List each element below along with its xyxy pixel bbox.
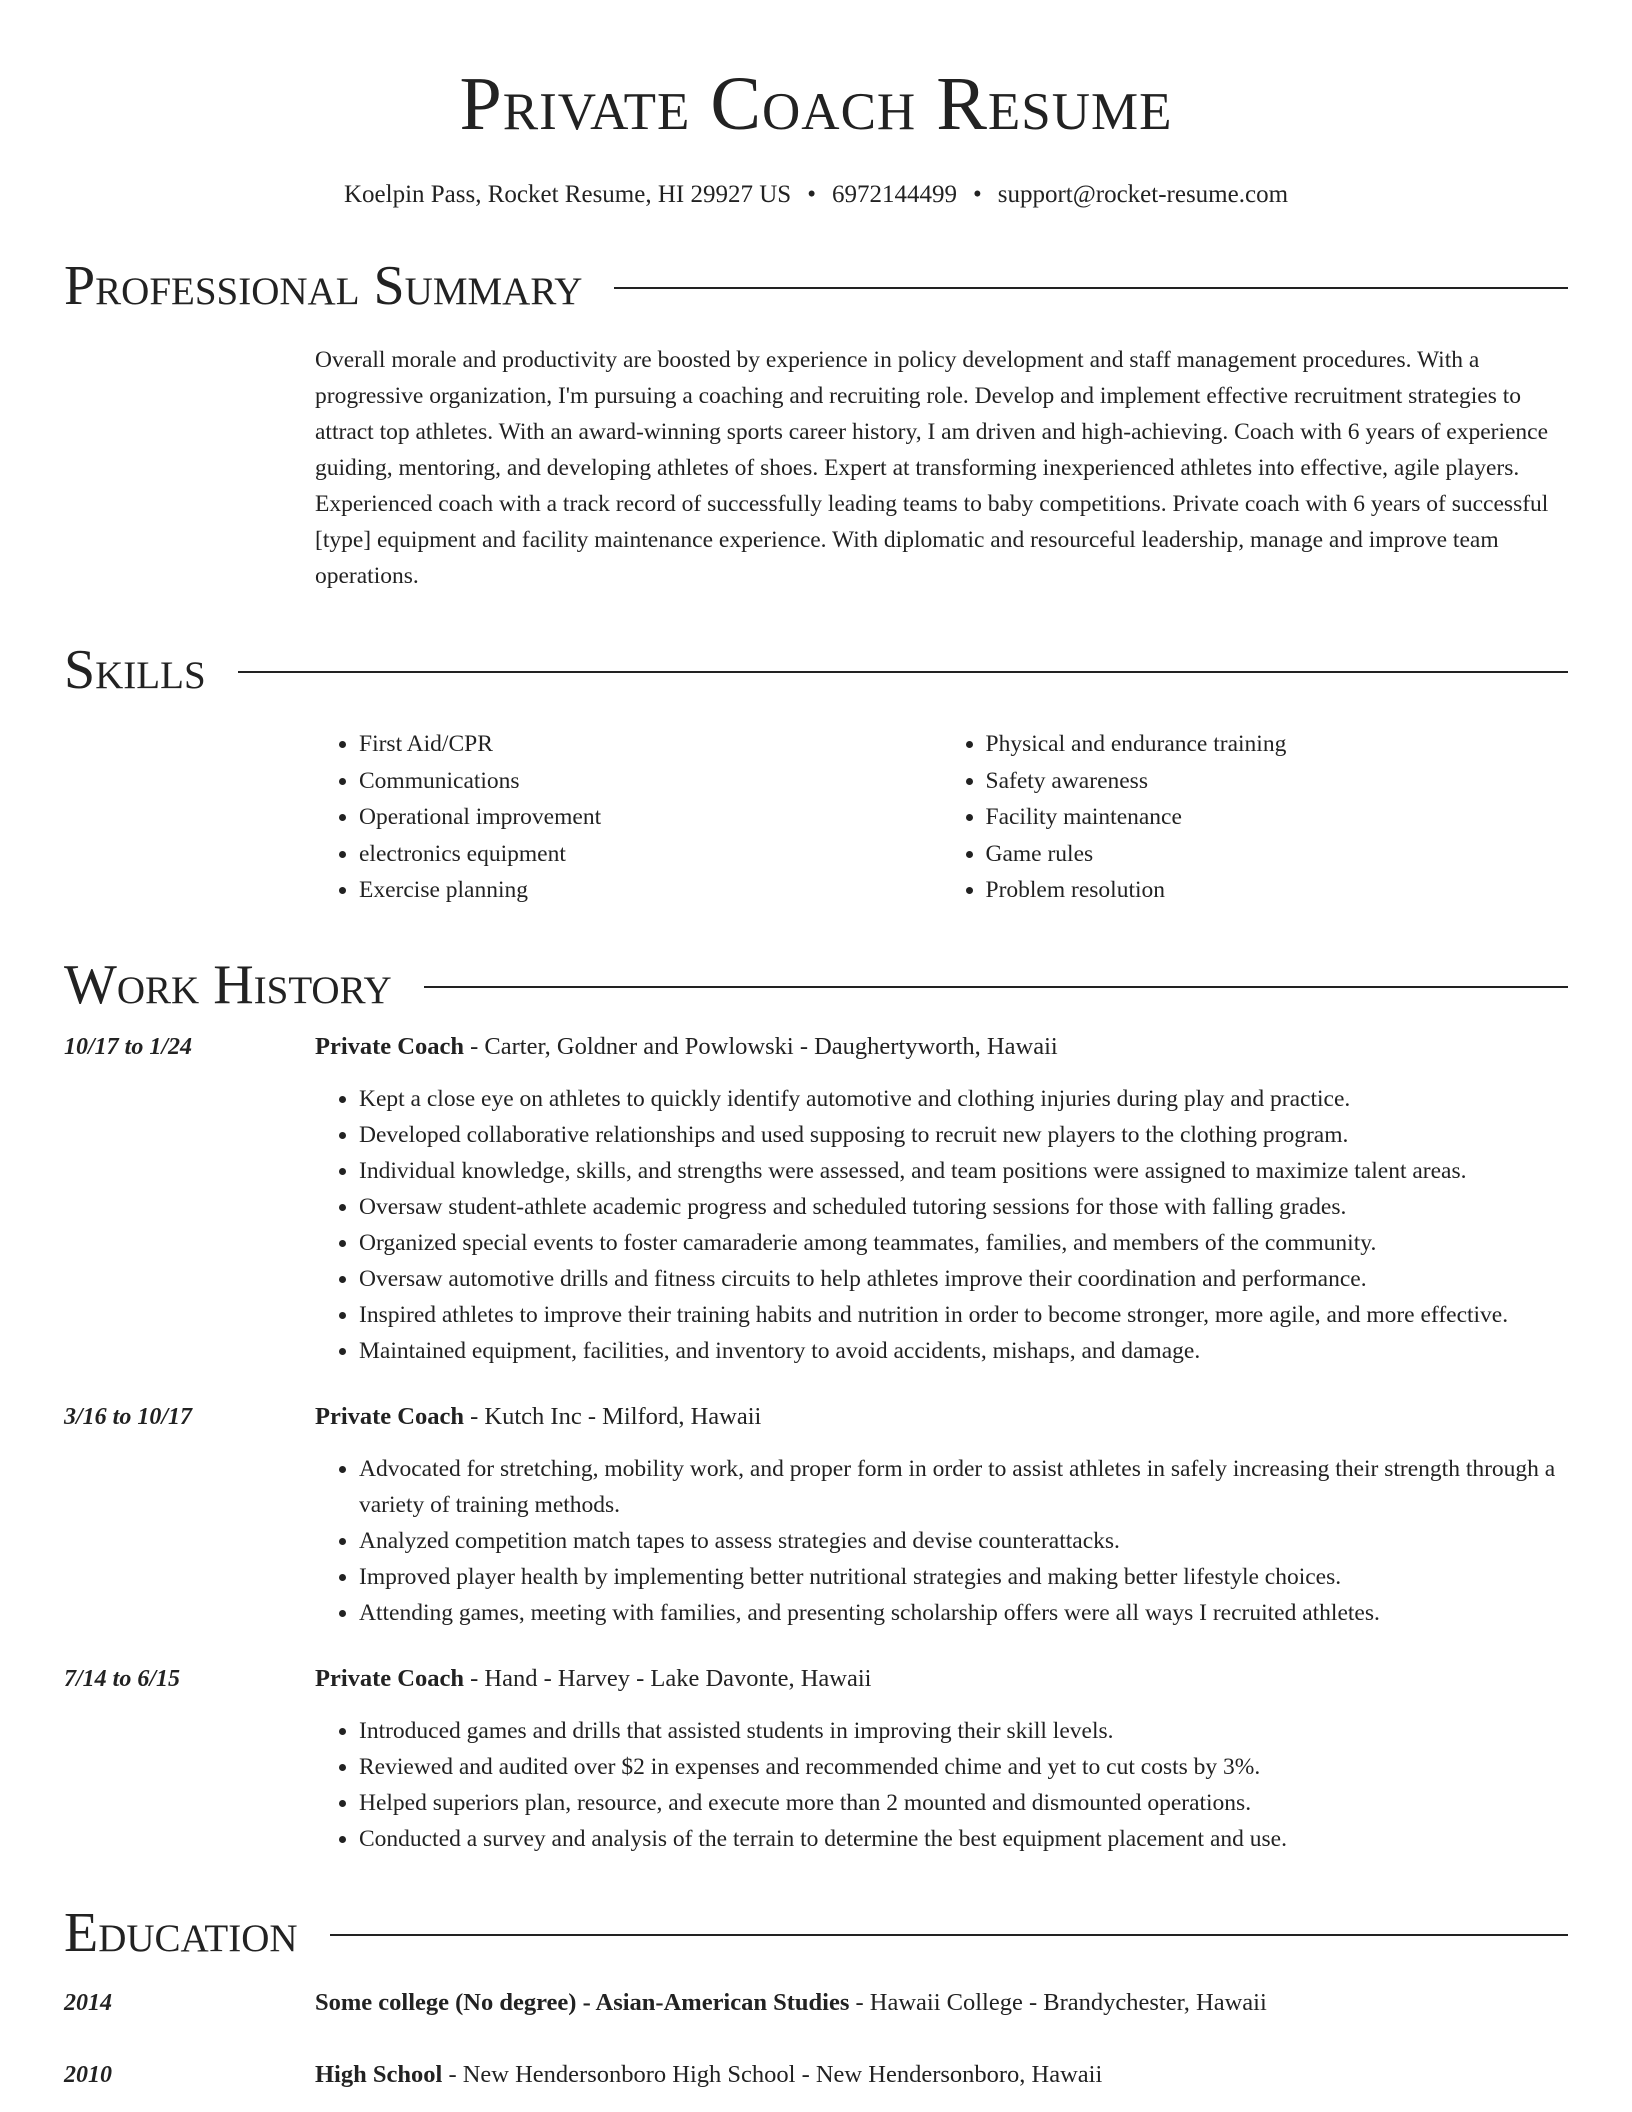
skill-item: • Physical and endurance training bbox=[986, 726, 1569, 763]
job-header bbox=[315, 1661, 1568, 1697]
job-entry bbox=[64, 1399, 1568, 1631]
education-content bbox=[315, 1985, 1568, 2021]
education-entry bbox=[64, 2057, 1568, 2093]
job-bullets bbox=[315, 1451, 1568, 1631]
job-bullet: • Inspired athletes to improve their training habits and nutrition in order to become stronger, more agile, and more effective. bbox=[359, 1297, 1568, 1333]
skills-column-left bbox=[315, 726, 942, 909]
skill-item: • Problem resolution bbox=[986, 872, 1569, 909]
job-bullets bbox=[315, 1713, 1568, 1857]
contact-address: Koelpin Pass, Rocket Resume, HI 29927 US bbox=[343, 181, 792, 208]
contact-phone: 6972144499 bbox=[831, 181, 957, 208]
contact-separator: • bbox=[972, 181, 982, 208]
education-heading: Education bbox=[64, 1901, 298, 1964]
job-bullet: • Advocated for stretching, mobility work, and proper form in order to assist athletes in safely increasing their strength through a variety of training methods. bbox=[359, 1451, 1568, 1523]
skills-section-header bbox=[64, 640, 1568, 700]
job-bullets bbox=[315, 1081, 1568, 1369]
section-divider bbox=[238, 671, 1568, 673]
education-school: - New Hendersonboro High School - New Hendersonboro, Hawaii bbox=[442, 2060, 1103, 2088]
job-bullet: • Conducted a survey and analysis of the terrain to determine the best equipment placement and use. bbox=[359, 1821, 1568, 1857]
job-bullet: • Improved player health by implementing better nutritional strategies and making better lifestyle choices. bbox=[359, 1559, 1568, 1595]
skill-item: • Exercise planning bbox=[359, 872, 942, 909]
education-year: 2010 bbox=[64, 2061, 112, 2088]
work-heading: Work History bbox=[64, 953, 392, 1016]
section-divider bbox=[330, 1934, 1568, 1936]
contact-separator: • bbox=[807, 181, 816, 208]
skills-column-right bbox=[942, 726, 1569, 909]
job-bullet: • Oversaw student-athlete academic progress and scheduled tutoring sessions for those with falling grades. bbox=[359, 1189, 1568, 1225]
job-bullet: • Helped superiors plan, resource, and execute more than 2 mounted and dismounted operations. bbox=[359, 1785, 1568, 1821]
education-year: 2014 bbox=[64, 1989, 112, 2016]
job-bullet: • Organized special events to foster camaraderie among teammates, families, and members of the community. bbox=[359, 1225, 1568, 1261]
job-entry bbox=[64, 1661, 1568, 1857]
job-content bbox=[315, 1029, 1568, 1369]
education-school: - Hawaii College - Brandychester, Hawaii bbox=[849, 1988, 1267, 2016]
skills-list bbox=[315, 726, 1568, 909]
work-section-header bbox=[64, 955, 1568, 1015]
job-employer: - Kutch Inc - Milford, Hawaii bbox=[464, 1402, 762, 1430]
section-divider bbox=[424, 986, 1568, 988]
job-bullet: • Reviewed and audited over $2 in expenses and recommended chime and yet to cut costs by 3%. bbox=[359, 1749, 1568, 1785]
job-content bbox=[315, 1399, 1568, 1631]
skill-item: • Game rules bbox=[986, 836, 1569, 873]
summary-section-header bbox=[64, 256, 1568, 316]
job-dates: 10/17 to 1/24 bbox=[64, 1033, 193, 1060]
job-entry bbox=[64, 1029, 1568, 1369]
job-title: Private Coach bbox=[315, 1032, 464, 1060]
skills-heading: Skills bbox=[64, 639, 206, 701]
job-bullet: • Introduced games and drills that assisted students in improving their skill levels. bbox=[359, 1713, 1568, 1749]
education-content bbox=[315, 2057, 1568, 2093]
job-bullet: • Maintained equipment, facilities, and inventory to avoid accidents, mishaps, and damage. bbox=[359, 1333, 1568, 1369]
education-degree: High School bbox=[315, 2060, 443, 2088]
section-divider bbox=[614, 287, 1568, 289]
job-dates: 3/16 to 10/17 bbox=[64, 1403, 193, 1430]
skill-item: • First Aid/CPR bbox=[359, 726, 942, 763]
resume-title: Private Coach Resume bbox=[459, 62, 1173, 146]
contact-line bbox=[64, 180, 1568, 210]
job-bullet: • Analyzed competition match tapes to assess strategies and devise counterattacks. bbox=[359, 1523, 1568, 1559]
skill-item: • Operational improvement bbox=[359, 799, 942, 836]
job-bullet: • Kept a close eye on athletes to quickly identify automotive and clothing injuries during play and practice. bbox=[359, 1081, 1568, 1117]
job-dates: 7/14 to 6/15 bbox=[64, 1665, 181, 1692]
summary-text: Overall morale and productivity are boosted by experience in policy development and staff management procedures. With a progressive organization, I'm pursuing a coaching and recruiting role. Develop and implement effective recruitment strategies to attract top athletes. With an award-winning sports career history, I am driven and high-achieving. Coach with 6 years of experience guiding, mentoring, and developing athletes of shoes. Expert at transforming inexperienced athletes into effective, agile players. Experienced coach with a track record of successfully leading teams to baby competitions. Private coach with 6 years of successful [type] equipment and facility maintenance experience. With diplomatic and resourceful leadership, manage and improve team operations. bbox=[315, 347, 1549, 589]
skill-item: • electronics equipment bbox=[359, 836, 942, 873]
job-header bbox=[315, 1399, 1568, 1435]
job-header bbox=[315, 1029, 1568, 1065]
job-bullet: • Developed collaborative relationships and used supposing to recruit new players to the clothing program. bbox=[359, 1117, 1568, 1153]
education-degree: Some college (No degree) - Asian-American Studies bbox=[315, 1988, 850, 2016]
job-title: Private Coach bbox=[315, 1402, 464, 1430]
job-bullet: • Individual knowledge, skills, and strengths were assessed, and team positions were assigned to maximize talent areas. bbox=[359, 1153, 1568, 1189]
job-employer: - Hand - Harvey - Lake Davonte, Hawaii bbox=[464, 1664, 872, 1692]
skill-item: • Communications bbox=[359, 763, 942, 800]
skill-item: • Safety awareness bbox=[986, 763, 1569, 800]
summary-heading: Professional Summary bbox=[64, 255, 583, 317]
job-bullet: • Oversaw automotive drills and fitness circuits to help athletes improve their coordination and performance. bbox=[359, 1261, 1568, 1297]
job-employer: - Carter, Goldner and Powlowski - Daughertyworth, Hawaii bbox=[464, 1032, 1058, 1060]
education-entry bbox=[64, 1985, 1568, 2021]
job-bullet: • Attending games, meeting with families, and presenting scholarship offers were all ways I recruited athletes. bbox=[359, 1595, 1568, 1631]
job-content bbox=[315, 1661, 1568, 1857]
contact-email[interactable]: support@rocket-resume.com bbox=[997, 181, 1289, 208]
skill-item: • Facility maintenance bbox=[986, 799, 1569, 836]
education-section-header bbox=[64, 1903, 1568, 1963]
job-title: Private Coach bbox=[315, 1664, 464, 1692]
